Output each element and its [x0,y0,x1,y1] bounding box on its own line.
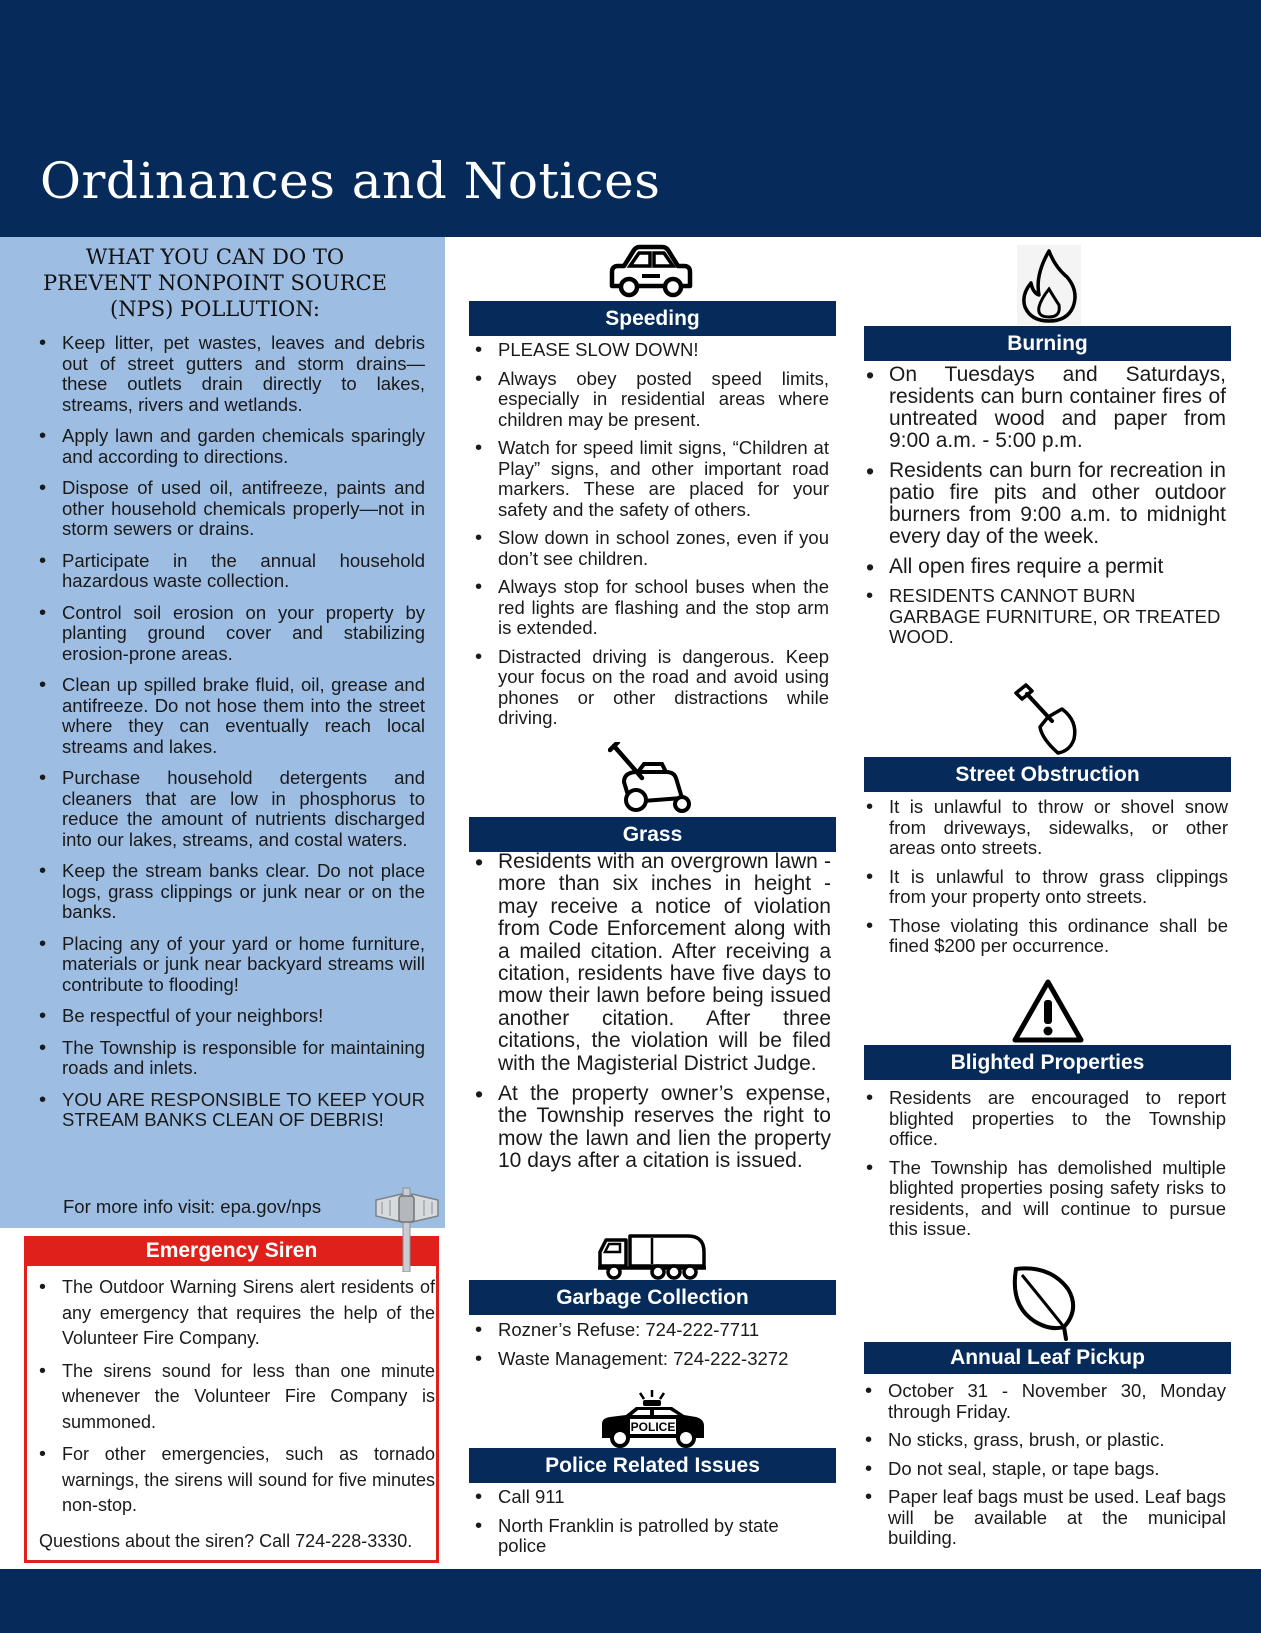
list-item: • Residents with an overgrown lawn - more than six inches in height - may receive a notice of violation from Code Enforcement along with a mailed citation. After receiving a citation, residents have five days to mow their lawn before being issued another citation. After three citations, the violation will be filed with the Magisterial District Judge. [473,851,831,1075]
list-item: • Slow down in school zones, even if you don’t see children. [473,528,829,569]
grass-header: Grass [469,817,836,852]
leaf-pickup-header: Annual Leaf Pickup [864,1342,1231,1374]
blighted-list [864,1088,1226,1248]
siren-list [37,1275,435,1526]
warning-icon [1011,978,1085,1044]
list-item: • Keep litter, pet wastes, leaves and debris out of street gutters and storm drains—these outlets drain directly to lakes, streams, rivers and wetlands. [37,333,425,415]
garbage-truck-icon [596,1230,708,1280]
list-item: • Control soil erosion on your property by planting ground cover and stabilizing erosion-prone areas. [37,603,425,665]
list-item: • Apply lawn and garden chemicals sparingly and according to directions. [37,426,425,467]
nps-title: WHAT YOU CAN DO TO PREVENT NONPOINT SOURCE (NPS) POLLUTION: [43,245,387,321]
garbage-header: Garbage Collection [469,1280,836,1315]
list-item: • Always obey posted speed limits, especially in residential areas where children may be present. [473,369,829,431]
street-obstruction-header: Street Obstruction [864,757,1231,792]
list-item: • Keep the stream banks clear. Do not place logs, grass clippings or junk near or on the banks. [37,861,425,923]
list-item: • PLEASE SLOW DOWN! [473,340,829,361]
list-item: • The sirens sound for less than one minute whenever the Volunteer Fire Company is summoned. [37,1359,435,1436]
list-item: • It is unlawful to throw grass clippings from your property onto streets. [864,867,1228,908]
car-icon [604,242,698,300]
lawn-mower-icon [608,742,694,814]
burning-list [864,364,1226,656]
garbage-list [473,1320,829,1377]
list-item: • Always stop for school buses when the red lights are flashing and the stop arm is extended. [473,577,829,639]
list-item: • RESIDENTS CANNOT BURN GARBAGE FURNITURE, OR TREATED WOOD. [864,586,1226,648]
list-item: • October 31 - November 30, Monday through Friday. [863,1381,1226,1422]
list-item: • All open fires require a permit [864,556,1226,578]
nps-more-info: For more info visit: epa.gov/nps [63,1196,322,1217]
list-item: • Paper leaf bags must be used. Leaf bags will be available at the municipal building. [863,1487,1226,1549]
list-item: • The Outdoor Warning Sirens alert residents of any emergency that requires the help of the Volunteer Fire Company. [37,1275,435,1352]
list-item: • Waste Management: 724-222-3272 [473,1349,829,1370]
list-item: • Residents are encouraged to report blighted properties to the Township office. [864,1088,1226,1150]
list-item: • Those violating this ordinance shall be fined $200 per occurrence. [864,916,1228,957]
list-item: • Purchase household detergents and cleaners that are low in phosphorus to reduce the amount of nutrients discharged into our lakes, streams, and costal waters. [37,768,425,850]
leaf-pickup-list [863,1381,1226,1557]
list-item: • YOU ARE RESPONSIBLE TO KEEP YOUR STREAM BANKS CLEAN OF DEBRIS! [37,1090,425,1131]
list-item: • Do not seal, staple, or tape bags. [863,1459,1226,1480]
list-item: • It is unlawful to throw or shovel snow from driveways, sidewalks, or other areas onto streets. [864,797,1228,859]
list-item: • No sticks, grass, brush, or plastic. [863,1430,1226,1451]
police-car-label: POLICE [630,1420,676,1434]
list-item: • On Tuesdays and Saturdays, residents can burn container fires of untreated wood and paper from 9:00 a.m. - 5:00 p.m. [864,364,1226,452]
list-item: • Distracted driving is dangerous. Keep your focus on the road and avoid using phones or other distractions while driving. [473,647,829,729]
police-list [473,1487,829,1565]
shovel-icon [1012,683,1084,755]
list-item: • At the property owner’s expense, the Township reserves the right to mow the lawn and lien the property 10 days after a citation is issued. [473,1083,831,1173]
list-item: • Be respectful of your neighbors! [37,1006,425,1027]
list-item: • Clean up spilled brake fluid, oil, grease and antifreeze. Do not hose them into the street where they can eventually reach local streams and lakes. [37,675,425,757]
grass-list [473,851,831,1181]
street-obstruction-list [864,797,1228,965]
burning-header: Burning [864,326,1231,361]
list-item: • Dispose of used oil, antifreeze, paints and other household chemicals properly—not in storm sewers or drains. [37,478,425,540]
list-item: • The Township has demolished multiple blighted properties posing safety risks to residents, and will continue to pursue this issue. [864,1158,1226,1240]
list-item: • For other emergencies, such as tornado warnings, the sirens will sound for five minutes non-stop. [37,1442,435,1519]
speeding-header: Speeding [469,301,836,336]
list-item: • Residents can burn for recreation in patio fire pits and other outdoor burners from 9:00 a.m. to midnight every day of the week. [864,460,1226,548]
siren-questions: Questions about the siren? Call 724-228-3330. [39,1531,413,1551]
siren-icon [372,1186,442,1272]
list-item: • North Franklin is patrolled by state police [473,1516,829,1557]
list-item: • Rozner’s Refuse: 724-222-7711 [473,1320,829,1341]
list-item: • Participate in the annual household hazardous waste collection. [37,551,425,592]
page-title: Ordinances and Notices [40,152,661,210]
flame-icon [1017,245,1081,325]
blighted-header: Blighted Properties [864,1045,1231,1080]
speeding-list [473,340,829,737]
list-item: • The Township is responsible for maintaining roads and inlets. [37,1038,425,1079]
nps-list [37,333,425,1142]
footer-band [0,1569,1261,1633]
siren-title: Emergency Siren [24,1236,439,1266]
list-item: • Call 911 [473,1487,829,1508]
leaf-icon [1010,1265,1080,1341]
list-item: • Placing any of your yard or home furniture, materials or junk near backyard streams will contribute to flooding! [37,934,425,996]
police-car-icon [596,1388,708,1448]
list-item: • Watch for speed limit signs, “Children at Play” signs, and other important road markers. These are placed for your safety and the safety of others. [473,438,829,520]
police-header: Police Related Issues [469,1448,836,1483]
